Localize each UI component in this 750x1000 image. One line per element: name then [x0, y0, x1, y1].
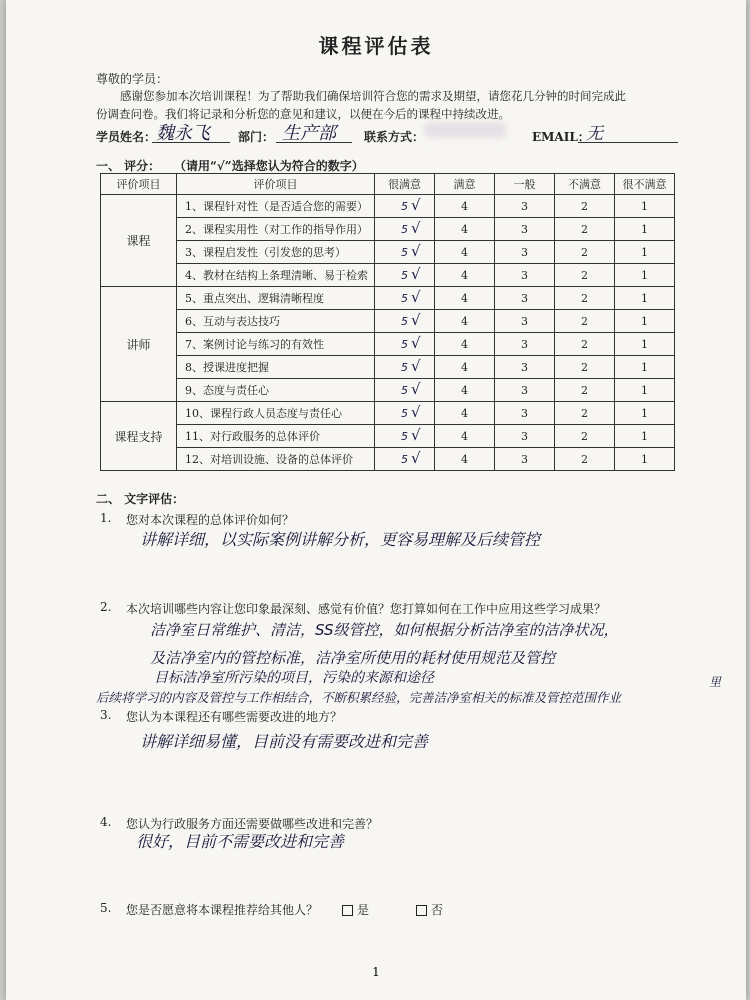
score-4-cell[interactable]: 4	[435, 356, 495, 379]
score-value: 5	[401, 383, 408, 397]
check-mark-icon: √	[411, 219, 421, 237]
student-name-label: 学员姓名：	[96, 130, 157, 144]
score-value: 5	[401, 268, 408, 282]
score-value: 5	[401, 222, 408, 236]
recommend-yes-option[interactable]	[342, 901, 369, 918]
score-1-cell[interactable]: 1	[615, 379, 675, 402]
score-4-cell[interactable]: 4	[435, 264, 495, 287]
question-5-text: 您是否愿意将本课程推荐给其他人？	[126, 903, 319, 917]
answer-3[interactable]: 讲解详细易懂，目前没有需要改进和完善	[140, 732, 429, 751]
score-2-cell[interactable]: 2	[555, 264, 615, 287]
score-3-cell[interactable]: 3	[495, 425, 555, 448]
score-5-cell[interactable]	[375, 287, 435, 310]
score-3-cell[interactable]: 3	[495, 356, 555, 379]
page-number: 1	[372, 965, 380, 979]
score-3-cell[interactable]: 3	[495, 379, 555, 402]
item-label: 1、课程针对性（是否适合您的需要）	[177, 195, 375, 218]
check-mark-icon: √	[411, 403, 421, 421]
score-4-cell[interactable]: 4	[435, 195, 495, 218]
score-3-cell[interactable]: 3	[495, 218, 555, 241]
check-mark-icon: √	[411, 380, 421, 398]
score-4-cell[interactable]: 4	[435, 310, 495, 333]
score-4-cell[interactable]: 4	[435, 287, 495, 310]
check-mark-icon: √	[411, 449, 421, 467]
category-course: 课程	[101, 195, 177, 287]
answer-2-margin-mark: 里	[709, 675, 722, 689]
score-value: 5	[401, 199, 408, 213]
score-4-cell[interactable]: 4	[435, 218, 495, 241]
answer-2-line-4[interactable]: 后续将学习的内容及管控与工作相结合，不断积累经验，完善洁净室相关的标准及管控范围作业	[96, 690, 622, 705]
score-5-cell[interactable]	[375, 402, 435, 425]
score-1-cell[interactable]: 1	[615, 310, 675, 333]
score-5-cell[interactable]	[375, 310, 435, 333]
question-4-text: 您认为行政服务方面还需要做哪些改进和完善？	[126, 817, 379, 831]
score-3-cell[interactable]: 3	[495, 448, 555, 471]
score-2-cell[interactable]: 2	[555, 379, 615, 402]
score-1-cell[interactable]: 1	[615, 402, 675, 425]
col-header-item: 评价项目	[177, 174, 375, 195]
score-1-cell[interactable]: 1	[615, 333, 675, 356]
score-4-cell[interactable]: 4	[435, 425, 495, 448]
question-1-number: 1.	[100, 511, 112, 525]
form-title: 课程评估表	[318, 34, 434, 58]
item-label: 9、态度与责任心	[177, 379, 375, 402]
intro-line-1: 感谢您参加本次培训课程！为了帮助我们确保培训符合您的需求及期望，请您花几分钟的时间完成此	[120, 89, 626, 103]
check-mark-icon: √	[411, 196, 421, 214]
item-label: 7、案例讨论与练习的有效性	[177, 333, 375, 356]
score-2-cell[interactable]: 2	[555, 241, 615, 264]
question-4-number: 4.	[100, 815, 112, 829]
table-row	[101, 402, 675, 425]
recommend-no-label: 否	[431, 903, 444, 917]
col-header-dissatisfied: 不满意	[555, 174, 615, 195]
table-row	[101, 379, 675, 402]
item-label: 4、教材在结构上条理清晰、易于检索	[177, 264, 375, 287]
question-3-number: 3.	[100, 708, 112, 722]
yes-checkbox-icon[interactable]	[342, 905, 353, 916]
item-label: 6、互动与表达技巧	[177, 310, 375, 333]
score-3-cell[interactable]: 3	[495, 241, 555, 264]
question-3-text: 您认为本课程还有哪些需要改进的地方？	[126, 710, 343, 724]
table-row	[101, 195, 675, 218]
score-5-cell[interactable]	[375, 356, 435, 379]
score-value: 5	[401, 245, 408, 259]
question-1-text: 您对本次课程的总体评价如何？	[126, 513, 295, 527]
department-value[interactable]: 生产部	[282, 123, 336, 144]
table-row	[101, 218, 675, 241]
score-1-cell[interactable]: 1	[615, 425, 675, 448]
score-4-cell[interactable]: 4	[435, 402, 495, 425]
department-label: 部门：	[238, 130, 275, 144]
col-header-satisfied: 满意	[435, 174, 495, 195]
score-3-cell[interactable]: 3	[495, 195, 555, 218]
evaluation-form-sheet	[6, 0, 746, 1000]
item-label: 11、对行政服务的总体评价	[177, 425, 375, 448]
score-1-cell[interactable]: 1	[615, 241, 675, 264]
answer-2-line-3[interactable]: 目标洁净室所污染的项目，污染的来源和途径	[154, 670, 434, 686]
score-value: 5	[401, 429, 408, 443]
table-row	[101, 310, 675, 333]
score-3-cell[interactable]: 3	[495, 287, 555, 310]
score-2-cell[interactable]: 2	[555, 402, 615, 425]
col-header-category: 评价项目	[101, 174, 177, 195]
score-2-cell[interactable]: 2	[555, 310, 615, 333]
score-3-cell[interactable]: 3	[495, 264, 555, 287]
item-label: 10、课程行政人员态度与责任心	[177, 402, 375, 425]
score-5-cell[interactable]	[375, 195, 435, 218]
score-value: 5	[401, 452, 408, 466]
score-1-cell[interactable]: 1	[615, 448, 675, 471]
table-row	[101, 287, 675, 310]
score-2-cell[interactable]: 2	[555, 195, 615, 218]
contact-redacted-value	[424, 122, 506, 138]
score-1-cell[interactable]: 1	[615, 287, 675, 310]
item-label: 3、课程启发性（引发您的思考）	[177, 241, 375, 264]
score-5-cell[interactable]	[375, 241, 435, 264]
table-row	[101, 425, 675, 448]
answer-2-line-1[interactable]: 洁净室日常维护、清洁，SS级管控，如何根据分析洁净室的洁净状况，	[150, 621, 619, 639]
check-mark-icon: √	[411, 334, 421, 352]
item-label: 2、课程实用性（对工作的指导作用）	[177, 218, 375, 241]
score-4-cell[interactable]: 4	[435, 241, 495, 264]
score-value: 5	[401, 314, 408, 328]
score-2-cell[interactable]: 2	[555, 333, 615, 356]
score-4-cell[interactable]: 4	[435, 448, 495, 471]
no-checkbox-icon[interactable]	[416, 905, 427, 916]
check-mark-icon: √	[411, 357, 421, 375]
table-row	[101, 241, 675, 264]
email-value[interactable]: 无	[586, 124, 603, 144]
table-row	[101, 448, 675, 471]
score-1-cell[interactable]: 1	[615, 356, 675, 379]
answer-2-line-2[interactable]: 及洁净室内的管控标准，洁净室所使用的耗材使用规范及管控	[150, 649, 556, 667]
section1-title: 一、 评分：	[96, 159, 161, 173]
score-1-cell[interactable]: 1	[615, 264, 675, 287]
recommend-yes-label: 是	[357, 903, 370, 917]
recommend-no-option[interactable]	[416, 901, 443, 918]
score-5-cell[interactable]	[375, 379, 435, 402]
col-header-very-satisfied: 很满意	[375, 174, 435, 195]
table-row	[101, 333, 675, 356]
check-mark-icon: √	[411, 311, 421, 329]
score-5-cell[interactable]	[375, 425, 435, 448]
check-mark-icon: √	[411, 426, 421, 444]
category-course-support: 课程支持	[101, 402, 177, 471]
section2-title: 二、 文字评估：	[96, 492, 185, 506]
email-label: EMAIL：	[532, 130, 590, 144]
score-value: 5	[401, 406, 408, 420]
greeting: 尊敬的学员：	[96, 72, 169, 86]
check-mark-icon: √	[411, 242, 421, 260]
answer-1[interactable]: 讲解详细，以实际案例讲解分析，更容易理解及后续管控	[140, 530, 541, 549]
score-2-cell[interactable]: 2	[555, 356, 615, 379]
question-2-text: 本次培训哪些内容让您印象最深刻、感觉有价值？您打算如何在工作中应用这些学习成果？	[126, 602, 607, 616]
section1-note: （请用“√”选择您认为符合的数字）	[174, 159, 364, 173]
score-3-cell[interactable]: 3	[495, 333, 555, 356]
check-mark-icon: √	[411, 288, 421, 306]
score-2-cell[interactable]: 2	[555, 425, 615, 448]
col-header-neutral: 一般	[495, 174, 555, 195]
score-value: 5	[401, 291, 408, 305]
student-name-value[interactable]: 魏永飞	[156, 123, 210, 144]
score-5-cell[interactable]	[375, 448, 435, 471]
question-5-number: 5.	[100, 901, 112, 915]
question-2-number: 2.	[100, 600, 112, 614]
item-label: 5、重点突出、逻辑清晰程度	[177, 287, 375, 310]
item-label: 8、授课进度把握	[177, 356, 375, 379]
contact-label: 联系方式：	[364, 130, 425, 144]
score-2-cell[interactable]: 2	[555, 287, 615, 310]
score-3-cell[interactable]: 3	[495, 402, 555, 425]
check-mark-icon: √	[411, 265, 421, 283]
score-5-cell[interactable]	[375, 264, 435, 287]
score-2-cell[interactable]: 2	[555, 218, 615, 241]
score-value: 5	[401, 360, 408, 374]
table-row	[101, 356, 675, 379]
score-1-cell[interactable]: 1	[615, 195, 675, 218]
rating-table-header	[101, 174, 675, 195]
score-value: 5	[401, 337, 408, 351]
score-1-cell[interactable]: 1	[615, 218, 675, 241]
rating-table	[100, 173, 675, 471]
score-5-cell[interactable]	[375, 333, 435, 356]
score-4-cell[interactable]: 4	[435, 379, 495, 402]
item-label: 12、对培训设施、设备的总体评价	[177, 448, 375, 471]
score-2-cell[interactable]: 2	[555, 448, 615, 471]
answer-4[interactable]: 很好，目前不需要改进和完善	[136, 832, 345, 851]
score-4-cell[interactable]: 4	[435, 333, 495, 356]
category-instructor: 讲师	[101, 287, 177, 402]
intro-line-2: 份调查问卷。我们将记录和分析您的意见和建议，以便在今后的课程中持续改进。	[96, 107, 510, 121]
table-row	[101, 264, 675, 287]
score-3-cell[interactable]: 3	[495, 310, 555, 333]
score-5-cell[interactable]	[375, 218, 435, 241]
col-header-very-dissatisfied: 很不满意	[615, 174, 675, 195]
